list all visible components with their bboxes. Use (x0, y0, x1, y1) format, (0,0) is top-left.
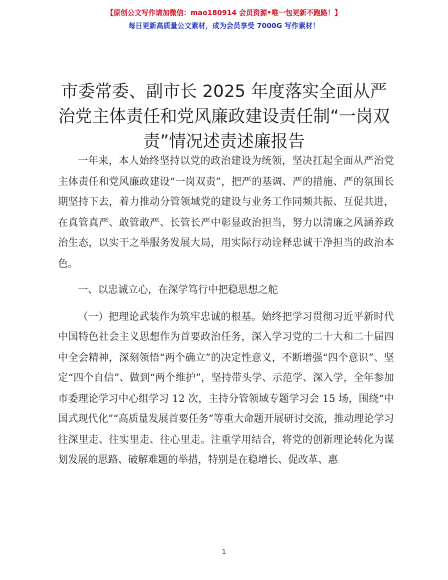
document-title: 市委常委、副市长 2025 年度落实全面从严治党主体责任和党风廉政建设责任制“一岗双责”情况述责述廉报告 (58, 82, 390, 152)
promo-banner-line-2: 每日更新高质量公文素材，成为会员享受 7000G 写作素材！ (128, 22, 320, 30)
document-body (58, 152, 394, 472)
body-paragraph: （一）把理论武装作为筑牢忠诚的根基。始终把学习贯彻习近平新时代中国特色社会主义思想作为首要政治任务，深入学习党的二十大和二十届四中全会精神，深刻领悟“两个确立”的决定性意义，不断增强“四个意识”、坚定“四个自信”、做到“两个维护”，坚持带头学、示范学、深入学，全年参加市委理论学习中心组学习 12 次，主持分管领域专题学习会 15 场，围绕“中国式现代化”“高质量发展首要任务”等重大命题开展研讨交流，推动理论学习往深里走、往实里走、往心里走。注重学用结合，将党的创新理论转化为谋划发展的思路、破解难题的举措，特别是在稳增长、促改革、惠 (58, 311, 394, 466)
intro-paragraph: 一年来，本人始终坚持以党的政治建设为统领，坚决扛起全面从严治党主体责任和党风廉政建设“一岗双责”，把严的基调、严的措施、严的氛围长期坚持下去，着力推动分管领域党的建设与业务工作同频共振、互促共进，在真管真严、敢管敢严、长管长严中彰显政治担当，努力以清廉之风涵养政治生态，以实干之举服务发展大局，用实际行动诠释忠诚干净担当的政治本色。 (58, 156, 394, 270)
page-number: 1 (221, 548, 227, 556)
section-heading: 一、以忠诚立心，在深学笃行中把稳思想之舵 (78, 285, 278, 296)
promo-banner-line-1: 【原创公文写作请加微信：mao180914 会员资源•唯一包更新不跑路！】 (106, 9, 342, 17)
